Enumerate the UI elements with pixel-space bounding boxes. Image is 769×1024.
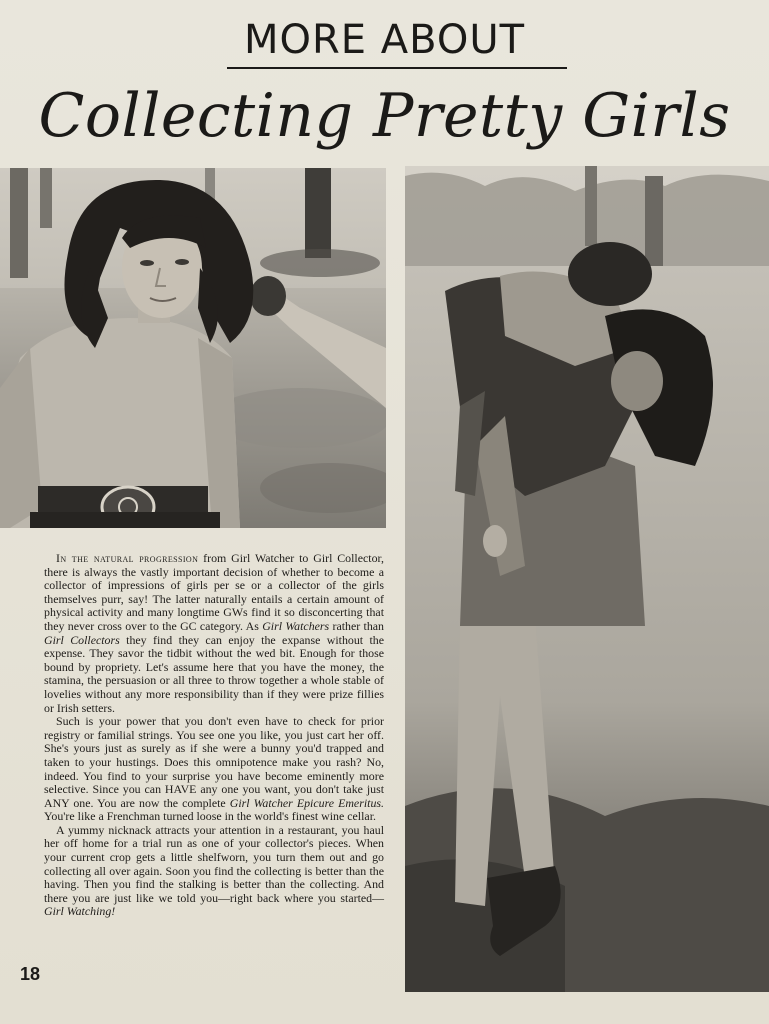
- article-text: rather than: [329, 618, 384, 633]
- article-paragraph-2: [44, 715, 384, 824]
- article-text: from Girl Watcher to Girl Collector, there is always the vastly important decision of whether to become a collector of impressions of girls per se or a collector of the girls themselves purr, say! The latter naturally entails a certain amount of physical activity and many longtime GWs find it so disconcerting that they never cross over to the GC category. As: [44, 551, 384, 633]
- article-paragraph-1: [44, 552, 384, 715]
- article-text: they find they can enjoy the expanse without the expense. They savor the tidbit without the wed bit. Enough for those bound by propriety. Let's assume here that you have the money, the stamina, the persuasion or all three to throw together a whole stable of lovelies without any more responsibility than if they were prize fillies or Irish setters.: [44, 632, 385, 715]
- header-kicker: MORE ABOUT: [243, 17, 526, 63]
- header-underline: [227, 67, 567, 69]
- article-lead-in: In the natural progression: [56, 551, 199, 565]
- article-emphasis: Girl Watchers: [262, 618, 330, 633]
- photo-girl-carried-off-image: [405, 166, 769, 992]
- page-title: Collecting Pretty Girls: [38, 81, 731, 151]
- photo-girl-carried-off: [405, 166, 769, 992]
- article-emphasis: Girl Watcher Epicure Emeritus.: [229, 795, 384, 810]
- photo-girl-hair-grab-image: [0, 168, 386, 528]
- article-text: Such is your power that you don't even have to check for prior registry or familial strings. You see one you like, you just cart her off. She's yours just as surely as if she were a bunny you'd trapped and taken to your hustings. Does this omnipotence make you rash? No, indeed. You find to your surprise you have become eminently more selective. Since you can HAVE any one you want, you don't take just ANY one. You are now the complete: [44, 714, 384, 810]
- article-emphasis: Girl Watching!: [44, 904, 116, 919]
- article-emphasis: Girl Collectors: [44, 632, 120, 647]
- article-body: [44, 552, 384, 919]
- photo-girl-hair-grab: [0, 168, 386, 528]
- article-text: You're like a Frenchman turned loose in the world's finest wine cellar.: [44, 809, 376, 824]
- article-paragraph-3: [44, 824, 384, 919]
- page-number: 18: [20, 964, 41, 984]
- article-text: A yummy nicknack attracts your attention in a restaurant, you haul her off home for a trial run as one of your collector's pieces. When your current crop gets a little shelfworn, you turn them out and go collecting all over again. Soon you find the collecting is better than the having. Then you find the stalking is better than the collecting. And there you are just like we told you—right back where you started—: [44, 822, 384, 905]
